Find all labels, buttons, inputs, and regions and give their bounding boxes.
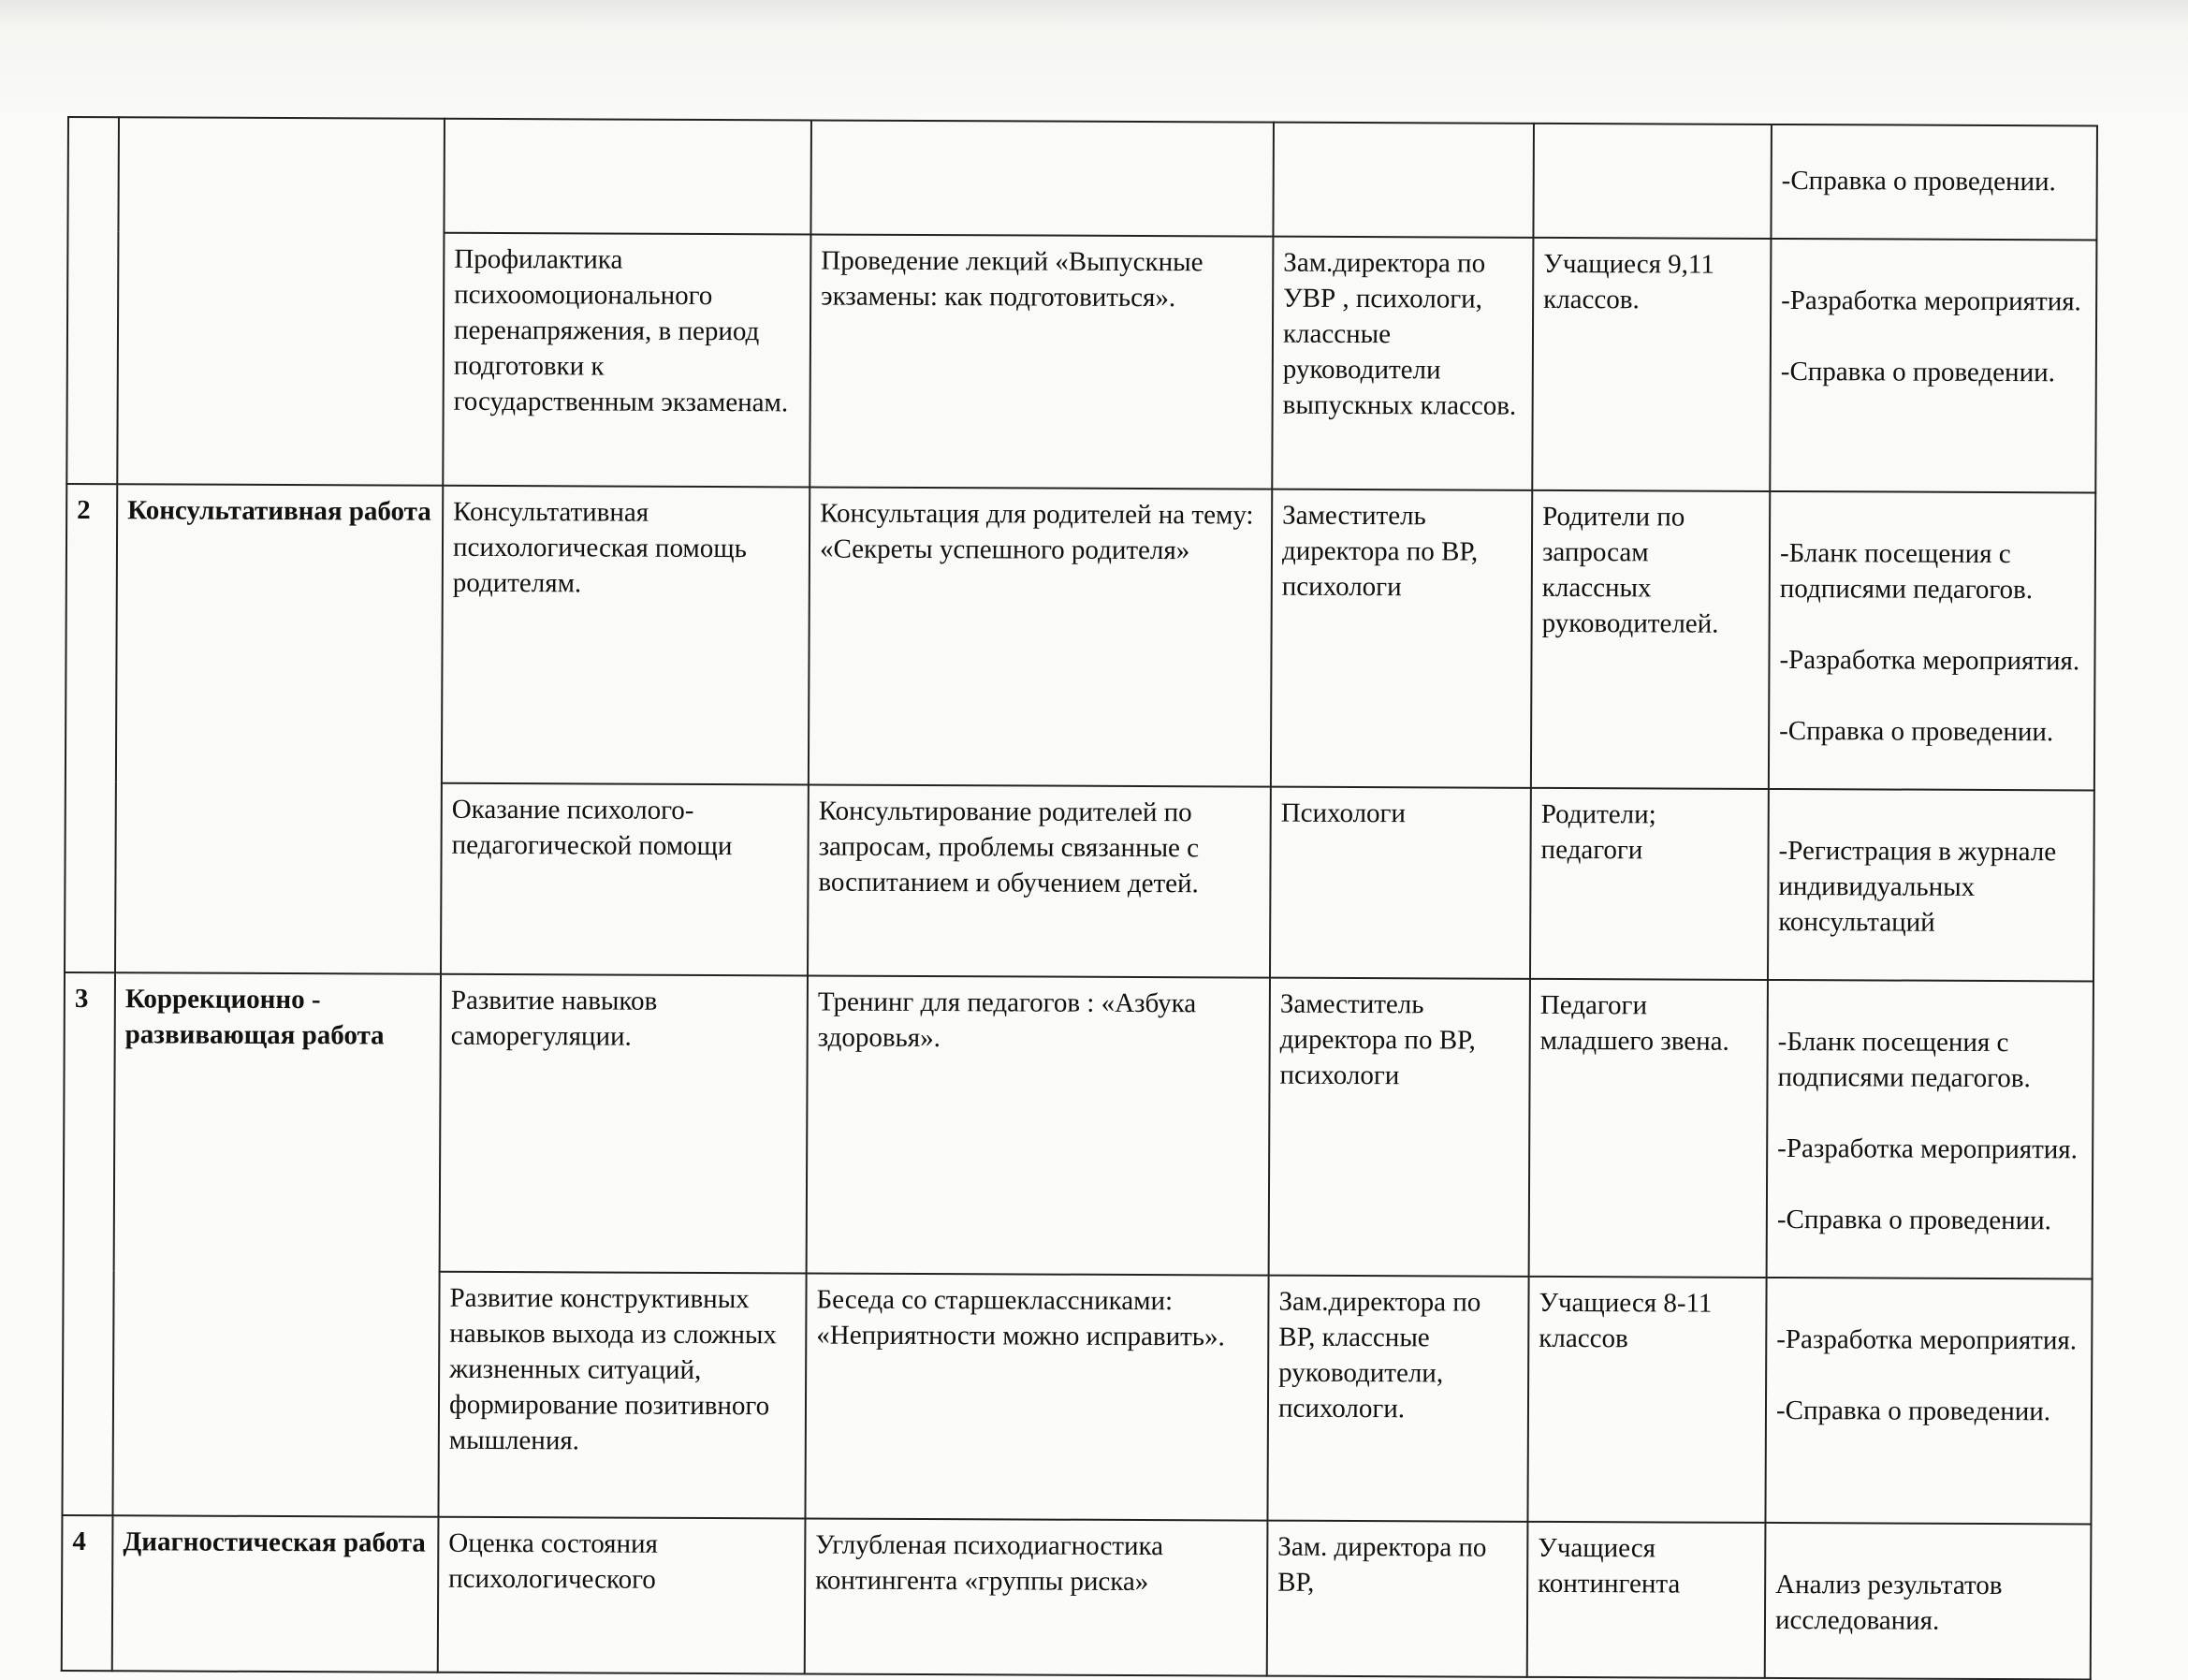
- topic-cell: Развитие навыков саморегуляции.: [440, 974, 808, 1274]
- result-line: -Справка о проведении.: [1781, 165, 2056, 197]
- result-cell: [1765, 1278, 2092, 1525]
- participants-cell: Учащиеся 9,11 классов.: [1532, 238, 1771, 491]
- result-cell: [1765, 1523, 2092, 1680]
- direction-cell: [117, 117, 445, 486]
- result-line: -Справка о проведении.: [1779, 715, 2054, 748]
- result-cell: [1770, 239, 2096, 493]
- event-cell: Углубленая психодиагностика контингента «группы риска»: [805, 1518, 1268, 1675]
- result-line: -Бланк посещения с подписями педагогов.: [1777, 1026, 2031, 1094]
- row-number: 3: [62, 972, 115, 1515]
- table-row: [66, 484, 2095, 790]
- result-cell: [1768, 789, 2094, 982]
- topic-cell: Оценка состояния психологического: [438, 1517, 806, 1674]
- result-line: -Справка о проведении.: [1776, 1204, 2052, 1236]
- result-cell: [1769, 491, 2095, 791]
- table-row: [62, 1515, 2092, 1679]
- scan-shadow: [0, 0, 2188, 28]
- table-row: [64, 972, 2093, 1278]
- result-line: -Разработка мероприятия.: [1776, 1323, 2078, 1356]
- participants-cell: [1533, 124, 1772, 239]
- row-number: [66, 117, 119, 484]
- row-number: 4: [62, 1515, 113, 1671]
- event-cell: Консультирование родителей по запросам, проблемы связанные с воспитанием и обучением детей.: [808, 784, 1271, 977]
- result-line: Анализ результатов исследования.: [1774, 1569, 2003, 1636]
- direction-cell: Коррекционно - развивающая работа: [112, 972, 441, 1517]
- topic-cell: Развитие конструктивных навыков выхода из сложных жизненных ситуаций, формирование позитивного мышления.: [438, 1272, 806, 1519]
- participants-cell: Педагоги младшего звена.: [1529, 979, 1768, 1278]
- result-line: -Справка о проведении.: [1780, 356, 2055, 388]
- result-line: -Справка о проведении.: [1775, 1395, 2051, 1427]
- responsible-cell: Зам.директора по ВР, классные руководители, психологи.: [1267, 1276, 1528, 1522]
- event-cell: [810, 120, 1274, 236]
- topic-cell: Профилактика психоомоционального перенапряжения, в период подготовки к государственным экзаменам.: [443, 233, 810, 488]
- work-plan-table: [61, 116, 2098, 1680]
- result-line: -Разработка мероприятия.: [1777, 1132, 2078, 1165]
- table-row: [67, 117, 2097, 240]
- direction-cell: Консультативная работа: [115, 484, 443, 974]
- participants-cell: Учащиеся 8-11 классов: [1527, 1277, 1766, 1523]
- result-line: -Бланк посещения с подписями педагогов.: [1779, 537, 2034, 606]
- topic-cell: [444, 119, 811, 235]
- event-cell: Тренинг для педагогов : «Азбука здоровья».: [807, 975, 1270, 1275]
- responsible-cell: Заместитель директора по ВР, психологи: [1271, 489, 1532, 788]
- event-cell: Беседа со старшеклассниками: «Неприятности можно исправить».: [805, 1273, 1268, 1520]
- result-cell: [1771, 124, 2097, 241]
- topic-cell: Оказание психолого-педагогической помощи: [441, 783, 809, 976]
- participants-cell: Родители; педагоги: [1530, 788, 1769, 980]
- topic-cell: Консультативная психологическая помощь родителям.: [442, 486, 810, 785]
- event-cell: Консультация для родителей на тему: «Секреты успешного родителя»: [809, 487, 1272, 786]
- responsible-cell: Психологи: [1270, 787, 1531, 979]
- result-line: -Разработка мероприятия.: [1781, 285, 2081, 317]
- participants-cell: Родители по запросам классных руководителей.: [1531, 490, 1770, 789]
- responsible-cell: [1273, 123, 1534, 238]
- row-number: 2: [65, 484, 117, 972]
- result-line: -Разработка мероприятия.: [1779, 644, 2080, 677]
- result-cell: [1767, 980, 2093, 1279]
- result-line: -Регистрация в журнале индивидуальных консультаций: [1778, 835, 2057, 938]
- responsible-cell: Зам. директора по ВР,: [1267, 1521, 1528, 1677]
- responsible-cell: Заместитель директора по ВР, психологи: [1269, 978, 1530, 1277]
- direction-cell: Диагностическая работа: [112, 1515, 439, 1673]
- event-cell: Проведение лекций «Выпускные экзамены: как подготовиться».: [810, 234, 1273, 489]
- participants-cell: Учащиеся контингента: [1527, 1522, 1766, 1678]
- responsible-cell: Зам.директора по УВР , психологи, классные руководители выпускных классов.: [1272, 237, 1533, 490]
